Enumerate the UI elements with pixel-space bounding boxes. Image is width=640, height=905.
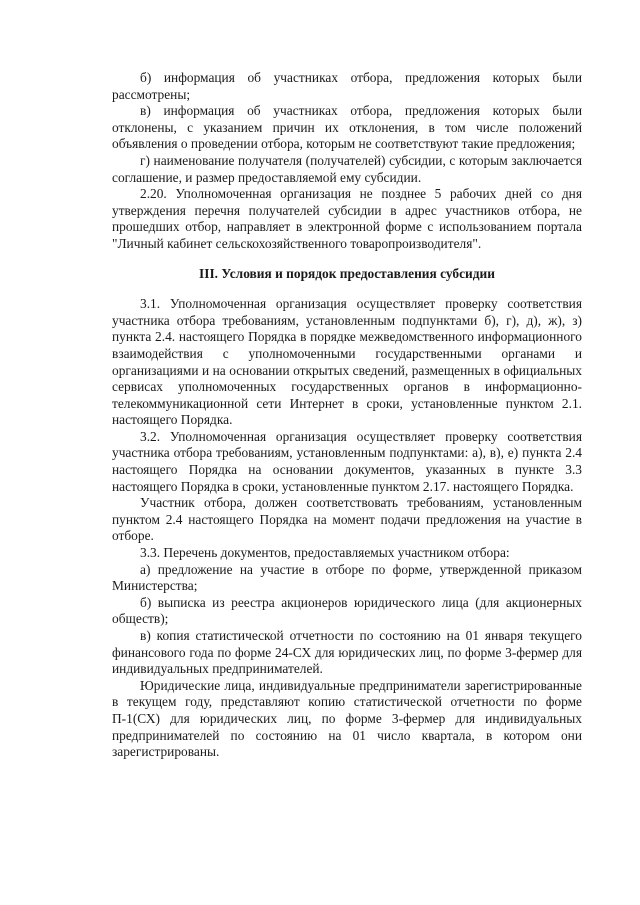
paragraph-item-v: в) информация об участниках отбора, предложения которых были отклонены, с указанием причин их отклонения, в том числе положений объявления о проведении отбора, которым не соответствуют такие предложения; (112, 103, 582, 152)
paragraph-new-registrants: Юридические лица, индивидуальные предприниматели зарегистрированные в текущем году, представляют копию статистической отчетности по форме П-1(СХ) для юридических лиц, по форме 3-фермер для индивидуальных предпринимателей по состоянию на 01 число квартала, в котором они зарегистрированы. (112, 677, 582, 760)
paragraph-item-b: б) информация об участниках отбора, предложения которых были рассмотрены; (112, 70, 582, 102)
paragraph-3-3: 3.3. Перечень документов, предоставляемых участником отбора: (140, 545, 510, 561)
paragraph-3-2: 3.2. Уполномоченная организация осуществляет проверку соответствия участника отбора требованиям, установленным подпунктами: а), в), е) пункта 2.4 настоящего Порядка на основании документов, указанных в пункте 3.3 настоящего Порядка в сроки, установленные пунктом 2.17. настоящего Порядка. (112, 428, 582, 494)
paragraph-participant-requirement: Участник отбора, должен соответствовать требованиям, установленным пунктом 2.4 настоящего Порядка на момент подачи предложения на участие в отборе. (112, 495, 582, 544)
section-heading: III. Условия и порядок предоставления субсидии (199, 265, 495, 281)
paragraph-item-v-statistics: в) копия статистической отчетности по состоянию на 01 января текущего финансового года по форме 24-СХ для юридических лиц, по форме 3-фермер для индивидуальных предпринимателей. (112, 628, 582, 677)
paragraph-item-a: а) предложение на участие в отборе по форме, утвержденной приказом Министерства; (112, 561, 582, 594)
document-body (112, 70, 582, 761)
paragraph-item-b-extract: б) выписка из реестра акционеров юридического лица (для акционерных обществ); (112, 594, 582, 627)
paragraph-item-g: г) наименование получателя (получателей) субсидии, с которым заключается соглашение, и размер предоставляемой ему субсидии. (112, 152, 582, 185)
paragraph-3-1: 3.1. Уполномоченная организация осуществляет проверку соответствия участника отбора требованиям, установленным подпунктами б), г), д), ж), з) пункта 2.4. настоящего Порядка в порядке межведомственного информационного взаимодействия с уполномоченными государственными органами и организациями и на основании открытых сведений, размещенных в официальных сервисах уполномоченных государственных органов в информационно-телекоммуникационной сети Интернет в сроки, установленные пунктом 2.1. настоящего Порядка. (112, 296, 582, 428)
paragraph-2-20: 2.20. Уполномоченная организация не позднее 5 рабочих дней со дня утверждения перечня получателей субсидии в адрес участников отбора, не прошедших отбор, направляет в электронной форме с использованием портала "Личный кабинет сельскохозяйственного товаропроизводителя". (112, 186, 582, 251)
